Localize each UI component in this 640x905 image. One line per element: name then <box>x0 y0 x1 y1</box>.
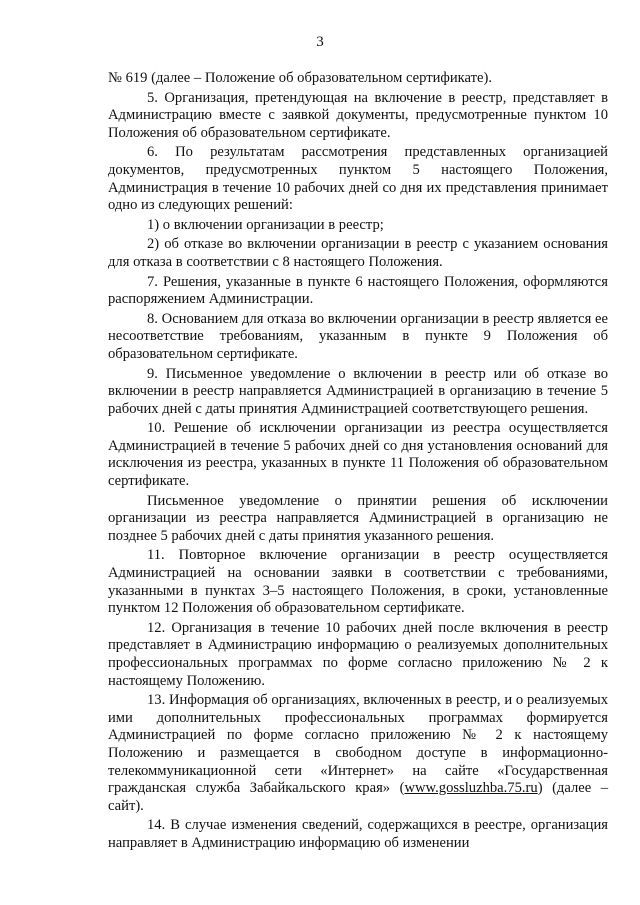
page-number: 3 <box>316 34 324 50</box>
paragraph-item-5: 5. Организация, претендующая на включение в реестр, представляет в Администрацию вместе с заявкой документы, предусмотренные пунктом 10 Положения об образовательном сертификате. <box>108 89 608 141</box>
paragraph-item-13-text: 13. Информация об организациях, включенных в реестр, и о реализуемых ими дополнительных профессиональных программах формируется Администрацией по форме согласно приложению № 2 к настоящему Положению и размещается в свободном доступе в информационно-телекоммуникационной сети «Интернет» на сайте «Государственная гражданская служба Забайкальского края» <box>108 692 608 797</box>
paragraph-item-12: 12. Организация в течение 10 рабочих дней после включения в реестр представляет в Администрацию информацию о реализуемых дополнительных профессиональных программах по форме согласно приложению № 2 к настоящему Положению. <box>108 619 608 689</box>
paragraph-item-8: 8. Основанием для отказа во включении организации в реестр является ее несоответствие требованиям, указанным в пункте 9 Положения об образовательном сертификате. <box>108 310 608 362</box>
paragraph-subitem-1: 1) о включении организации в реестр; <box>147 216 384 233</box>
paragraph-item-7: 7. Решения, указанные в пункте 6 настоящего Положения, оформляются распоряжением Администрации. <box>108 273 608 308</box>
website-link[interactable]: www.gossluzhba.75.ru <box>404 780 538 797</box>
document-body <box>108 70 608 855</box>
paragraph-item-10-notice: Письменное уведомление о принятии решения об исключении организации из реестра направляется Администрацией в организацию не позднее 5 рабочих дней с даты принятия указанного решения. <box>108 492 608 544</box>
paragraph-subitem-2: 2) об отказе во включении организации в реестр с указанием основания для отказа в соответствии с 8 настоящего Положения. <box>108 236 608 270</box>
paragraph-item-14: 14. В случае изменения сведений, содержащихся в реестре, организация направляет в Администрацию информацию об изменении <box>108 817 608 851</box>
paragraph-item-13: 13. Информация об организациях, включенных в реестр, и о реализуемых ими дополнительных профессиональных программах формируется Администрацией по форме согласно приложению № 2 к настоящему Положению и размещается в свободном доступе в информационно-телекоммуникационной сети «Интернет» на сайте «Государственная гражданская служба Забайкальского края» (www.gossluzhba.75.ru) (далее – сайт). <box>108 692 608 814</box>
paragraph-item-10: 10. Решение об исключении организации из реестра осуществляется Администрацией в течение 5 рабочих дней со дня установления оснований для исключения из реестра, указанных в пункте 11 Положения об образовательном сертификате. <box>108 420 608 490</box>
paragraph-item-9: 9. Письменное уведомление о включении в реестр или об отказе во включении в реестр направляется Администрацией в организацию в течение 5 рабочих дней с даты принятия Администрацией соответствующего решения. <box>108 365 608 417</box>
paragraph-item-11: 11. Повторное включение организации в реестр осуществляется Администрацией на основании заявки в соответствии с требованиями, указанными в пунктах 3–5 настоящего Положения, в сроки, установленные пунктом 12 Положения об образовательном сертификате. <box>108 547 608 617</box>
paragraph-item-13-tail: (далее – сайт). <box>108 780 608 814</box>
paragraph-continuation: № 619 (далее – Положение об образовательном сертификате). <box>108 70 492 86</box>
paragraph-item-6: 6. По результатам рассмотрения представленных организацией документов, предусмотренных пунктом 5 настоящего Положения, Администрация в течение 10 рабочих дней со дня их представления принимает одно из следующих решений: <box>108 144 608 214</box>
